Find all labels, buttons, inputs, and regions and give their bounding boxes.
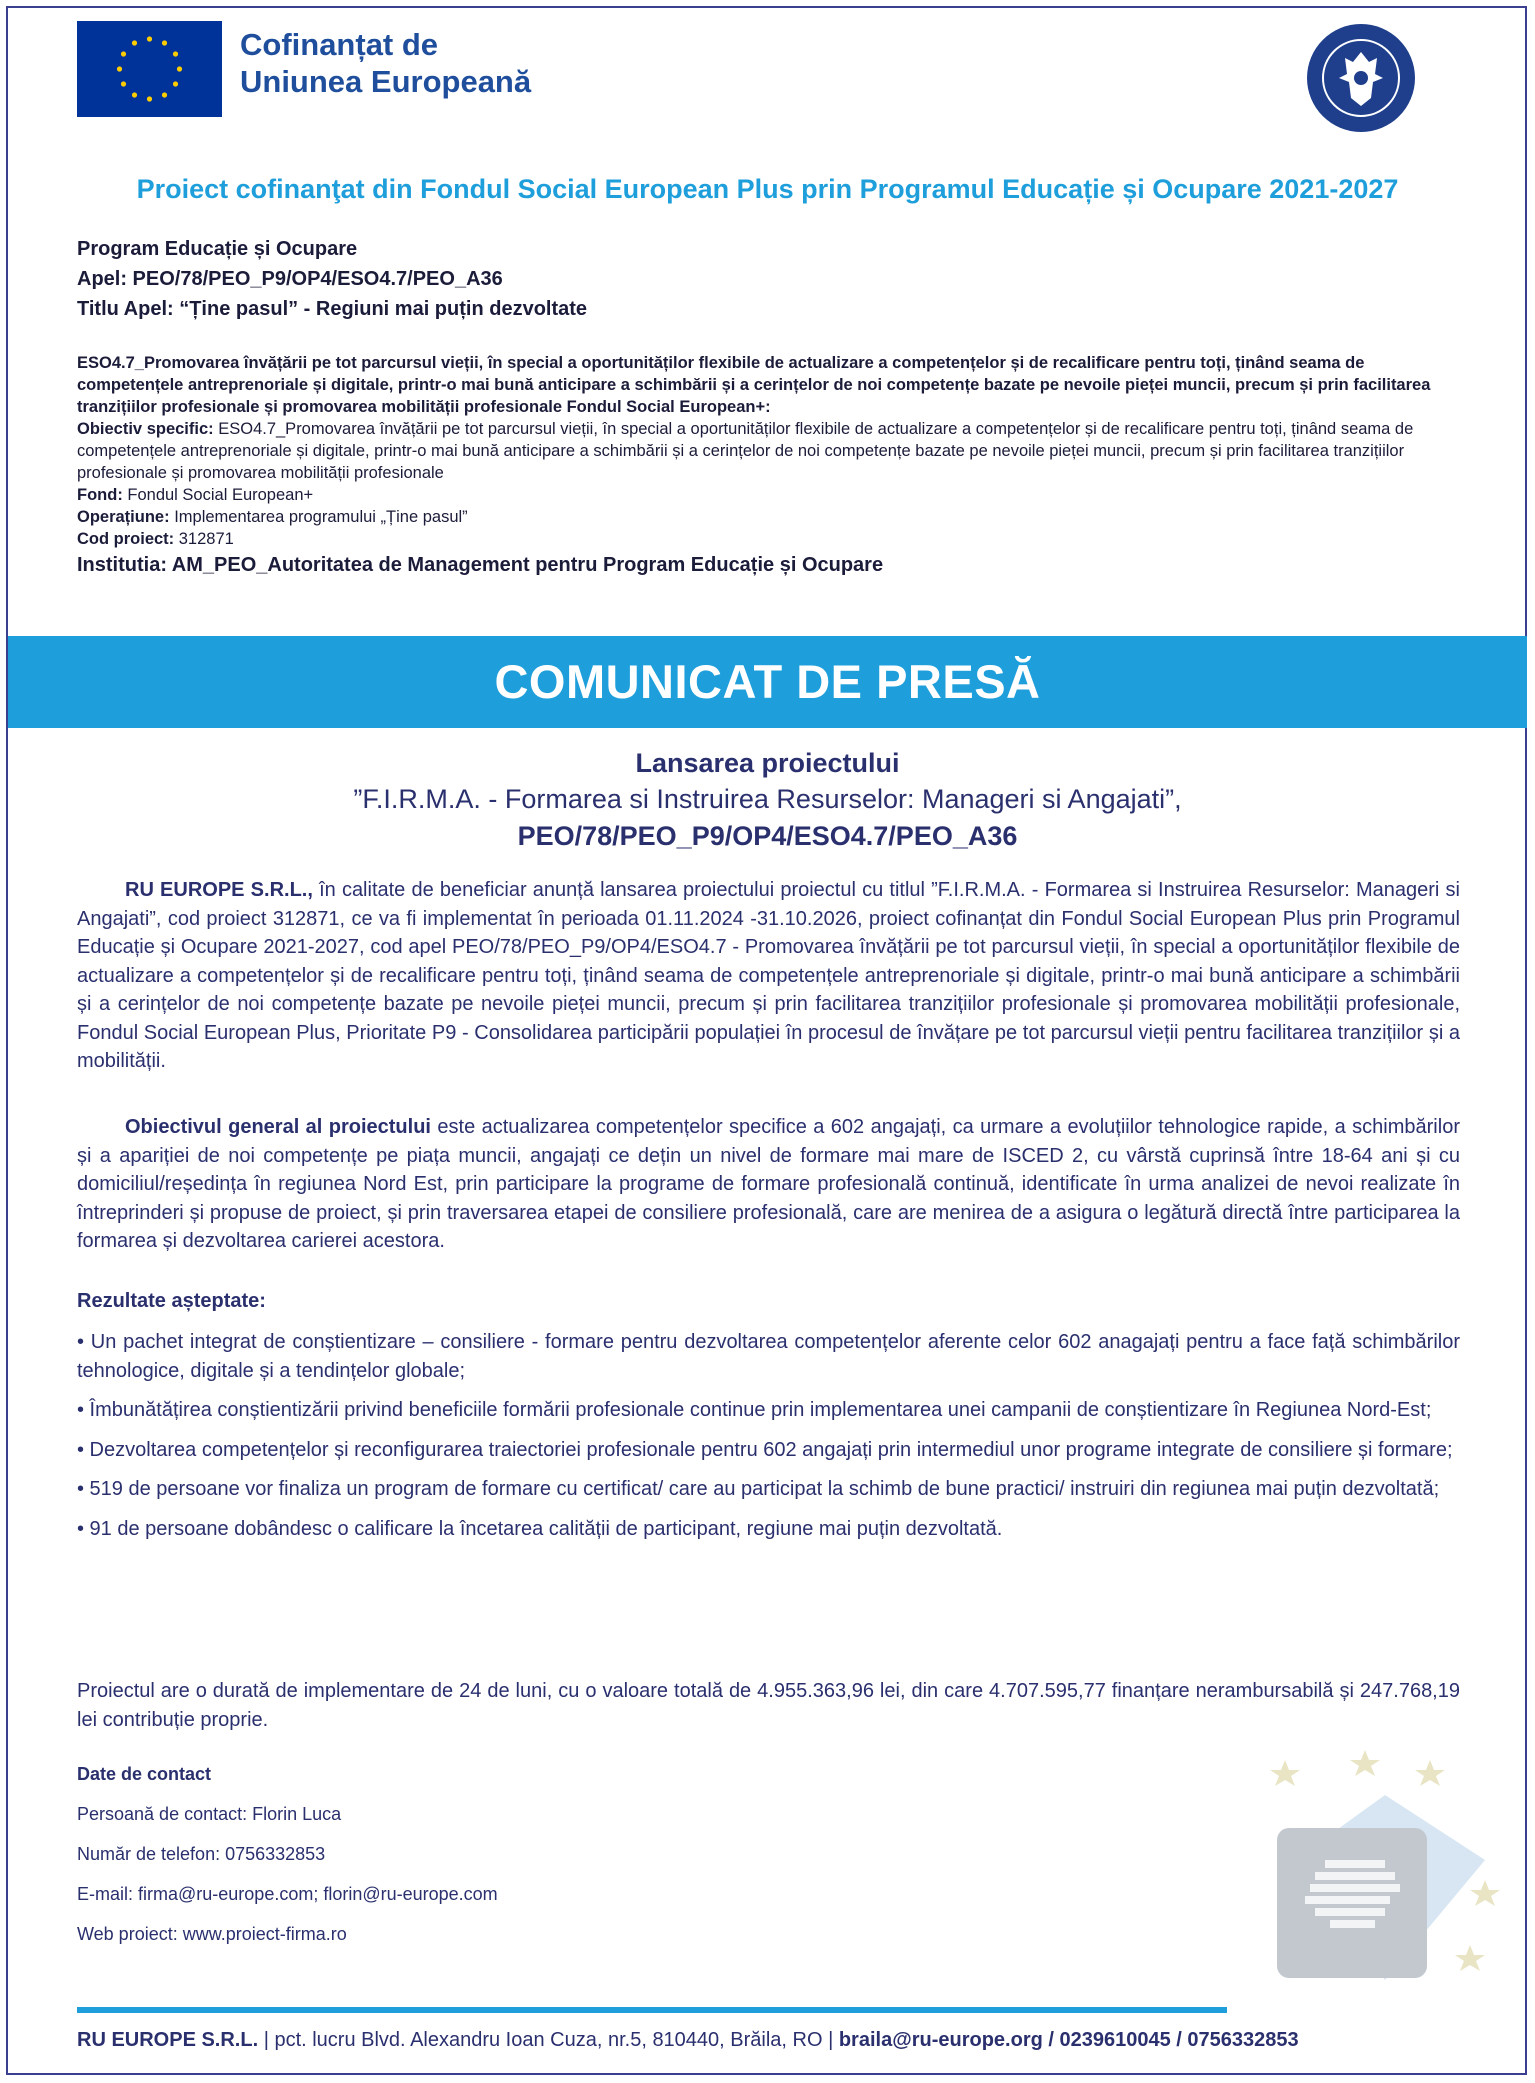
objective-paragraph	[77, 1113, 1460, 1256]
objective-text: este actualizarea competențelor specifice a 602 angajați, ca urmare a evoluțiilor tehnologice rapide, a schimbărilor și a apariției de noi competențe pe piața muncii, angajați ce dețin un nivel de formare mai mare de ISCED 2, cu vârstă cuprinsă între 18-64 ani și cu domiciliul/reședința în regiunea Nord Est, prin participare la programe de formare profesională continuă, identificate în urma analizei de nevoi realizate în întreprinderi și propuse de proiect, și prin traversarea etapei de consiliere profesională, care are menirea de a asigura o legătură directă între participarea la formarea și dezvoltarea carierei acestora.	[77, 1116, 1460, 1252]
intro-lead: RU EUROPE S.R.L.,	[125, 879, 313, 901]
contact-person: Persoană de contact: Florin Luca	[77, 1804, 342, 1824]
contact-website[interactable]: Web proiect: www.proiect-firma.ro	[77, 1924, 347, 1944]
launch-line1: Lansarea proiectului	[635, 748, 900, 778]
footer-address: | pct. lucru Blvd. Alexandru Ioan Cuza, nr.5, 810440, Brăila, RO |	[258, 2029, 839, 2051]
eso-bold-paragraph: ESO4.7_Promovarea învățării pe tot parcursul vieții, în special a oportunităților flexibile de actualizare a competențelor și de recalificare pentru toți, ținând seama de competențele antreprenoriale și digitale, printr-o mai bună anticipare a schimbării și a cerințelor de noi competențe bazate pe nevoile pieței muncii, precum și prin facilitarea tranzițiilor profesionale și promovarea mobilității profesionale Fondul Social European+:	[77, 354, 1431, 416]
program-name: Program Educație și Ocupare	[77, 238, 358, 260]
eu-flag-logo	[77, 21, 222, 117]
europe-map-decoration	[1255, 1750, 1515, 1990]
obiectiv-specific	[77, 418, 1467, 484]
fond-label: Fond:	[77, 486, 123, 504]
footer-company: RU EUROPE S.R.L.	[77, 2029, 259, 2051]
contact-phone: Număr de telefon: 0756332853	[77, 1844, 326, 1864]
apel-code: Apel: PEO/78/PEO_P9/OP4/ESO4.7/PEO_A36	[77, 268, 503, 290]
contact-block	[77, 1760, 498, 1960]
cofinantat-logo-text	[240, 26, 531, 100]
launch-project-name: ”F.I.R.M.A. - Formarea si Instruirea Resurselor: Manageri si Angajati”,	[353, 784, 1182, 814]
operatiune-text: Implementarea programului „Ține pasul”	[169, 508, 468, 526]
fond-line	[77, 484, 1467, 506]
institutia-line: Institutia: AM_PEO_Autoritatea de Management pentru Program Educație și Ocupare	[77, 554, 884, 576]
results-list	[77, 1328, 1460, 1554]
contact-email[interactable]: E-mail: firma@ru-europe.com; florin@ru-europe.com	[77, 1884, 498, 1904]
list-item: • 91 de persoane dobândesc o calificare la încetarea calității de participant, regiune mai puțin dezvoltată.	[77, 1517, 1003, 1540]
apel-title: Titlu Apel: “Ține pasul” - Regiuni mai puțin dezvoltate	[77, 298, 588, 320]
results-heading: Rezultate așteptate:	[77, 1290, 266, 1312]
objective-lead: Obiectivul general al proiectului	[125, 1116, 431, 1138]
press-release-banner	[8, 636, 1527, 728]
obiectiv-text: ESO4.7_Promovarea învățării pe tot parcursul vieții, în special a oportunităților flexibile de actualizare a competențelor și de recalificare pentru toți, ținând seama de competențele antreprenoriale și digitale, printr-o mai bună anticipare a schimbării și a cerințelor de noi competențe bazate pe nevoile pieței muncii, precum și prin facilitarea tranzițiilor profesionale și promovarea mobilității profesionale	[77, 420, 1414, 482]
cod-text: 312871	[174, 530, 234, 548]
footer-email[interactable]: braila@ru-europe.org	[838, 2029, 1043, 2051]
fond-text: Fondul Social European+	[122, 486, 314, 504]
cod-proiect-line	[77, 528, 1467, 550]
operatiune-label: Operațiune:	[77, 508, 170, 526]
banner-title: COMUNICAT DE PRESĂ	[494, 655, 1041, 708]
list-item: • Îmbunătățirea conștientizării privind beneficiile formării profesionale continue prin implementarea unei campanii de conștientizare în Regiunea Nord-Est;	[77, 1399, 1432, 1421]
list-item: • Dezvoltarea competențelor și reconfigurarea traiectoriei profesionale pentru 602 angajați prin intermediul unor programe integrate de consiliere și formare;	[77, 1438, 1453, 1461]
project-cofinanced-title: Proiect cofinanţat din Fondul Social European Plus prin Programul Educație și Ocupare 2021-2027	[136, 174, 1399, 204]
eso-details	[77, 352, 1467, 576]
program-info	[77, 234, 1467, 324]
footer	[77, 2029, 1299, 2052]
intro-paragraph	[77, 876, 1460, 1076]
launch-heading	[0, 745, 1535, 855]
list-item: • Un pachet integrat de conștientizare – consiliere - formare pentru dezvoltarea competențelor aferente celor 602 anagajați pentru a face față schimbărilor tehnologice, digitale și a tendințelor globale;	[77, 1331, 1460, 1382]
launch-project-code: PEO/78/PEO_P9/OP4/ESO4.7/PEO_A36	[517, 821, 1018, 851]
guvernul-romaniei-seal	[1305, 22, 1417, 134]
footer-phones: / 0239610045 / 0756332853	[1042, 2029, 1299, 2051]
operatiune-line	[77, 506, 1467, 528]
list-item: • 519 de persoane vor finaliza un program de formare cu certificat/ care au participat la schimb de bune practici/ instruiri din regiunea mai puțin dezvoltată;	[77, 1478, 1440, 1500]
cofinantat-line2: Uniunea Europeană	[240, 64, 532, 99]
obiectiv-label: Obiectiv specific:	[77, 420, 214, 438]
intro-text: în calitate de beneficiar anunță lansarea proiectului proiectul cu titlul ”F.I.R.M.A. - Formarea si Instruirea Resurselor: Manageri si Angajati”, cod proiect 312871, ce va fi implementat în perioada 01.11.2024 -31.10.2026, proiect cofinanțat din Fondul Social European Plus prin Programul Educație și Ocupare 2021-2027, cod apel PEO/78/PEO_P9/OP4/ESO4.7 - Promovarea învățării pe tot parcursul vieții, în special a oportunităților flexibile de actualizare a competențelor și de recalificare pentru toți, ținând seama de competențele antreprenoriale și digitale, printr-o mai bună anticipare a schimbării și a cerințelor de noi competențe bazate pe nevoile pieței muncii, precum și prin facilitarea tranzițiilor profesionale și promovarea mobilității profesionale, Fondul Social European Plus, Prioritate P9 - Consolidarea participării populației în procesul de învățare pe tot parcursul vieții pentru facilitarea tranzițiilor și a mobilității.	[77, 879, 1460, 1072]
cofinantat-line1: Cofinanțat de	[240, 27, 439, 62]
duration-paragraph: Proiectul are o durată de implementare de 24 de luni, cu o valoare totală de 4.955.363,96 lei, din care 4.707.595,77 finanțare nerambursabilă și 247.768,19 lei contribuție proprie.	[77, 1680, 1460, 1731]
contact-heading: Date de contact	[77, 1764, 212, 1784]
footer-divider	[77, 2007, 1227, 2013]
cod-label: Cod proiect:	[77, 530, 175, 548]
